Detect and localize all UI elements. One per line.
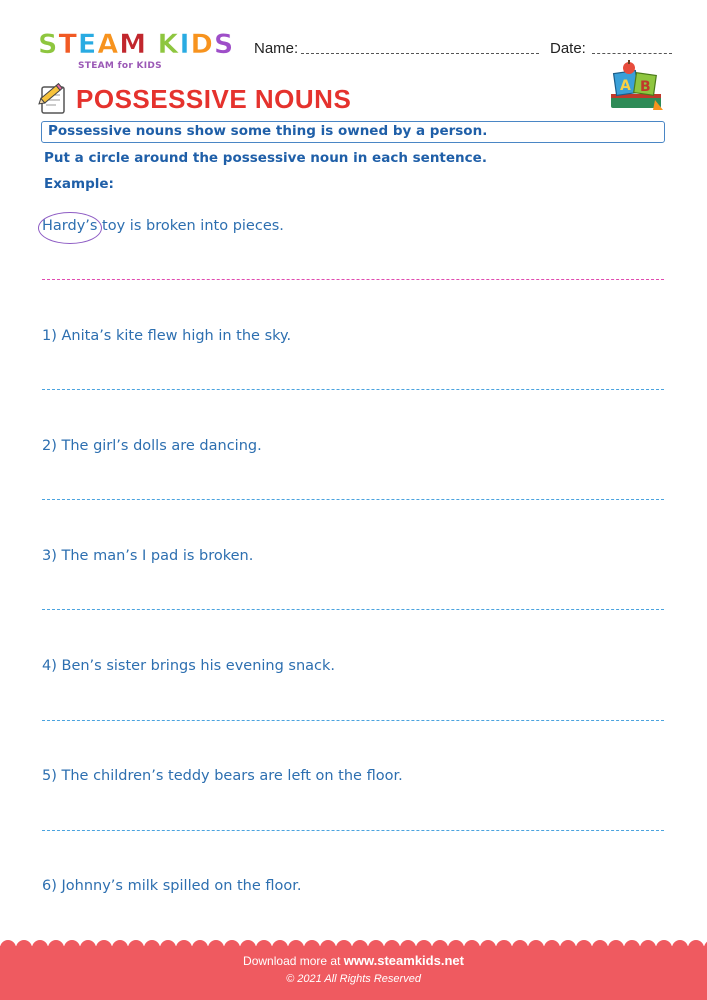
logo-letter: D xyxy=(190,29,214,60)
logo-letter: A xyxy=(97,29,120,60)
date-label: Date: xyxy=(550,40,586,57)
logo-wordmark xyxy=(38,30,238,60)
question-1[interactable]: 1) Anita’s kite flew high in the sky. xyxy=(42,328,292,344)
logo-letter: E xyxy=(77,29,98,60)
logo-letter: T xyxy=(58,29,78,60)
question-2[interactable]: 2) The girl’s dolls are dancing. xyxy=(42,438,262,454)
logo-letter: K xyxy=(157,29,180,60)
divider-1 xyxy=(42,389,664,390)
abc-book-icon xyxy=(605,60,665,114)
instruction-text: Put a circle around the possessive noun in each sentence. xyxy=(44,150,487,166)
svg-text:B: B xyxy=(640,79,651,95)
steam-kids-logo xyxy=(38,30,238,72)
example-answer-circle xyxy=(38,212,102,244)
divider-5 xyxy=(42,830,664,831)
logo-letter: S xyxy=(213,29,235,60)
footer-download xyxy=(0,953,707,968)
question-6[interactable]: 6) Johnny’s milk spilled on the floor. xyxy=(42,878,302,894)
question-4[interactable]: 4) Ben’s sister brings his evening snack. xyxy=(42,658,336,674)
logo-subtitle: STEAM for KIDS xyxy=(78,61,162,71)
footer-copyright: © 2021 All Rights Reserved xyxy=(286,973,421,985)
divider-2 xyxy=(42,499,664,500)
logo-letter: M xyxy=(119,29,148,60)
footer-site-link[interactable]: www.steamkids.net xyxy=(343,953,464,968)
example-sentence: Hardy’s toy is broken into pieces. xyxy=(42,218,284,234)
example-divider xyxy=(42,279,664,280)
example-label: Example: xyxy=(44,176,114,192)
pencil-paper-icon xyxy=(38,81,68,115)
name-field[interactable] xyxy=(301,53,539,54)
divider-4 xyxy=(42,720,664,721)
question-5[interactable]: 5) The children’s teddy bears are left on the floor. xyxy=(42,768,403,784)
logo-letter: I xyxy=(179,29,191,60)
footer-download-text: Download more at xyxy=(243,954,341,968)
divider-3 xyxy=(42,609,664,610)
svg-text:A: A xyxy=(620,78,631,94)
question-3[interactable]: 3) The man’s I pad is broken. xyxy=(42,548,254,564)
logo-letter: S xyxy=(38,29,59,60)
name-label: Name: xyxy=(254,40,299,57)
definition-text: Possessive nouns show some thing is owned by a person. xyxy=(48,123,488,139)
worksheet-title: POSSESSIVE NOUNS xyxy=(76,84,352,114)
date-field[interactable] xyxy=(592,53,672,54)
logo-letter xyxy=(147,29,157,60)
